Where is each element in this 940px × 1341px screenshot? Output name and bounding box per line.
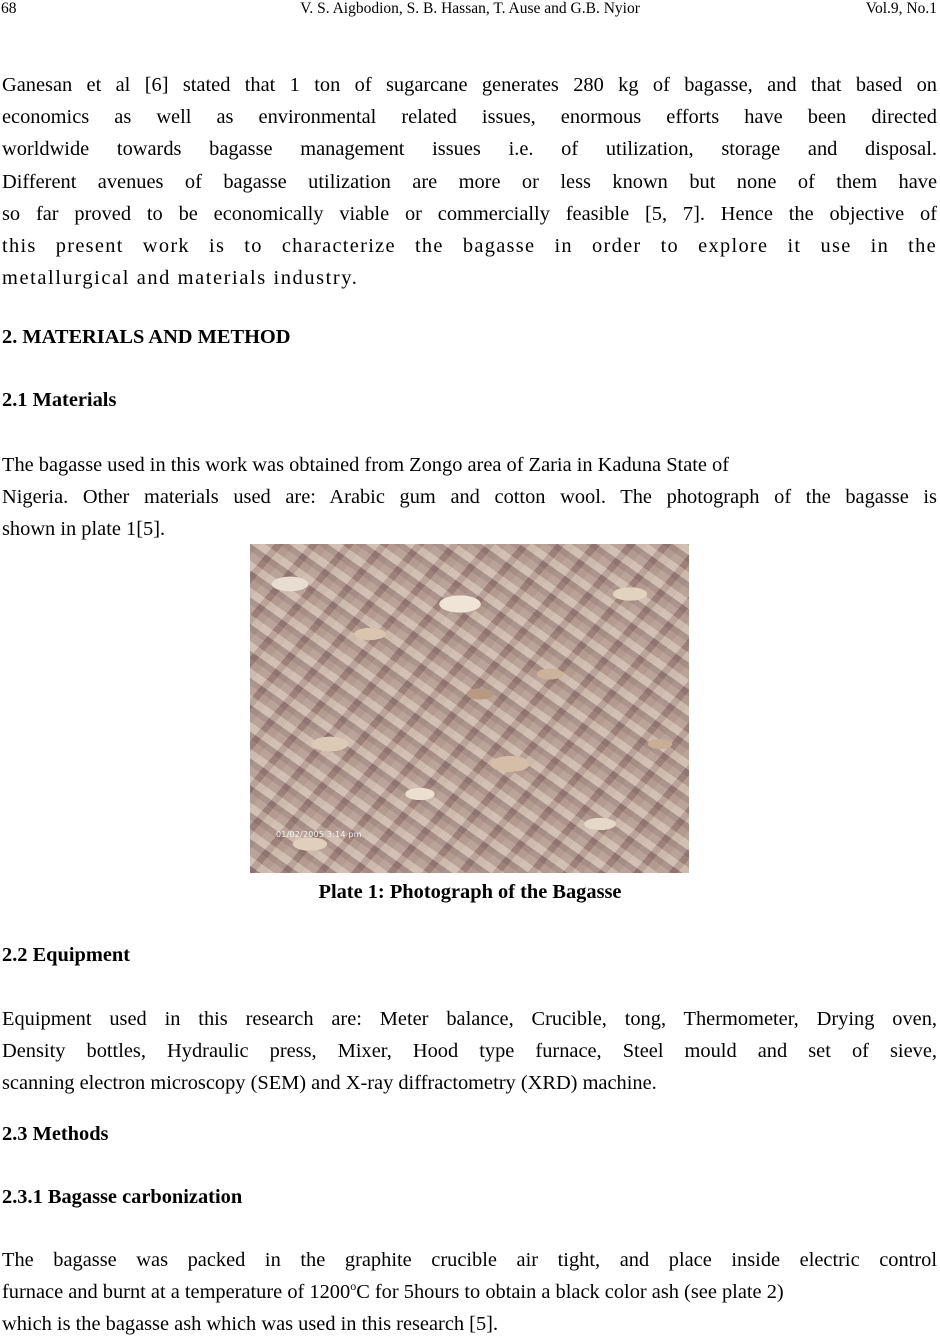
page-number: 68 xyxy=(1,0,17,17)
header-authors: V. S. Aigbodion, S. B. Hassan, T. Ause and G.B. Nyior xyxy=(300,0,640,17)
text-line: The bagasse was packed in the graphite crucible air tight, and place inside electric control xyxy=(2,1249,937,1271)
text-line: shown in plate 1[5]. xyxy=(2,518,166,541)
plate-caption: Plate 1: Photograph of the Bagasse xyxy=(318,881,622,903)
text-line xyxy=(2,1276,937,1308)
bagasse-photograph xyxy=(250,544,689,873)
text-line: worldwide towards bagasse management issues i.e. of utilization, storage and disposal. xyxy=(2,138,937,161)
header-volume: Vol.9, No.1 xyxy=(865,0,937,17)
text-line: economics as well as environmental related issues, enormous efforts have been directed xyxy=(2,106,937,129)
text-line: Nigeria. Other materials used are: Arabic gum and cotton wool. The photograph of the bagasse is xyxy=(2,486,937,509)
text-line: so far proved to be economically viable or commercially feasible [5, 7]. Hence the objective of xyxy=(2,202,937,225)
text-line: scanning electron microscopy (SEM) and X-ray diffractometry (XRD) machine. xyxy=(2,1072,657,1095)
equipment-paragraph xyxy=(2,1003,937,1100)
degree-superscript: o xyxy=(350,1279,357,1294)
text-segment: C for 5hours to obtain a black color ash (see plate 2) xyxy=(356,1281,784,1304)
text-line: metallurgical and materials industry. xyxy=(2,267,359,290)
text-line: Equipment used in this research are: Meter balance, Crucible, tong, Thermometer, Drying oven, xyxy=(2,1008,937,1030)
text-line: which is the bagasse ash which was used in this research [5]. xyxy=(2,1313,499,1336)
text-line: Density bottles, Hydraulic press, Mixer, Hood type furnace, Steel mould and set of sieve, xyxy=(2,1040,937,1063)
photo-date-stamp: 01/02/2005 3:14 pm xyxy=(276,830,362,839)
section-heading-methods: 2.3 Methods xyxy=(2,1123,109,1145)
carbonization-paragraph xyxy=(2,1244,937,1341)
section-heading-bagasse-carbonization: 2.3.1 Bagasse carbonization xyxy=(2,1186,243,1208)
section-heading-equipment: 2.2 Equipment xyxy=(2,944,131,966)
text-line: Different avenues of bagasse utilization are more or less known but none of them have xyxy=(2,170,937,193)
text-line: this present work is to characterize the bagasse in order to explore it use in the xyxy=(2,235,937,258)
running-header xyxy=(0,0,940,22)
section-heading-materials-and-method: 2. MATERIALS AND METHOD xyxy=(2,326,291,348)
section-heading-materials: 2.1 Materials xyxy=(2,389,117,411)
intro-paragraph xyxy=(2,69,937,294)
text-line: The bagasse used in this work was obtained from Zongo area of Zaria in Kaduna State of xyxy=(2,454,730,476)
text-segment: furnace and burnt at a temperature of 1200 xyxy=(2,1281,351,1304)
text-line: Ganesan et al [6] stated that 1 ton of sugarcane generates 280 kg of bagasse, and that based on xyxy=(2,74,937,96)
materials-paragraph xyxy=(2,449,937,546)
